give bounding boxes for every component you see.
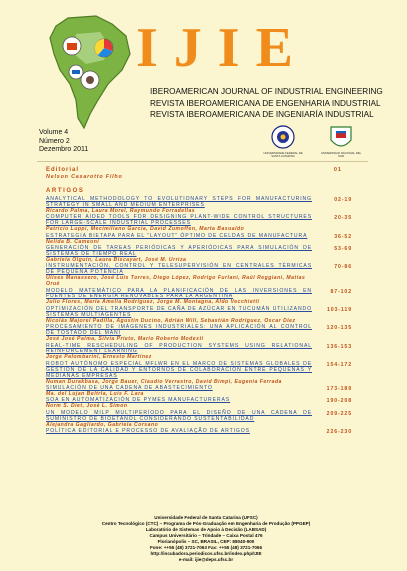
footer-line: Fone: ++55 (48) 3721-7063 Fax: ++55 (48) 3721-7066	[149, 545, 263, 550]
article-page-range: 70-86	[334, 264, 352, 271]
article-authors: Norm S. Diet, José L. Simon	[46, 403, 128, 410]
article-entry	[46, 234, 356, 246]
article-page-range: 190-208	[326, 398, 352, 405]
number-label: Número 2	[39, 137, 70, 145]
journal-title-block	[150, 86, 400, 121]
journal-title-pt: REVISTA IBEROAMERICANA DE ENGENHARIA INDUSTRIAL	[150, 98, 381, 108]
footer-email[interactable]: e-mail: ijie@deps.ufsc.br	[178, 557, 234, 562]
article-authors: Ricardo Palma, Laura Morel, Raymundo Forradellas	[46, 207, 196, 214]
article-page-range: 36-52	[334, 233, 352, 240]
article-title-link[interactable]: ROBOT AUTÓNOMO ESPECIAL MFLWR EN EL MARCO DE SISTEMAS GLOBALES DE GESTIÓN DE LA CALIDAD Y ENTORNOS DE COLABORACIÓN ENTRE PEQUEÑAS Y MEDIANAS EMPRESAS	[46, 360, 312, 379]
south-america-map-logo	[46, 14, 132, 130]
editorial-page: 01	[333, 167, 342, 173]
article-authors: José José Palma, Silvia Prieto, Mario Roberto Modesti	[46, 336, 204, 342]
article-entry	[46, 197, 356, 215]
article-entry	[46, 398, 356, 410]
article-page-range: 103-119	[326, 306, 352, 313]
article-authors: Numan Durakbasa, Jorge Bauer, Claudio Verrastro, David Bimpi, Eugenia Ferrada	[46, 378, 282, 385]
volume-label: Volume 4	[39, 129, 69, 136]
article-title-link[interactable]: SOA EN AUTOMATIZACIÓN DE PYMES MANUFACTURERAS	[46, 397, 231, 404]
article-authors: Patricio Luppi, Mecimiliano Garcia, David Zumoffen, Marta Basualdo	[46, 226, 245, 233]
article-page-range: 136-153	[326, 343, 352, 350]
article-page-range: 226-230	[326, 429, 352, 436]
article-title-link[interactable]: ESTRATEGIA BIETAPA PARA EL "LAYOUT" ÓPTIMO DE CELDAS DE MANUFACTURA	[46, 232, 308, 239]
article-page-range: 120-135	[326, 325, 352, 332]
article-authors: Gabriela Olguín, Laura Biscayart, José M. Urriza	[46, 256, 187, 263]
article-entry	[46, 289, 356, 307]
journal-title-es: REVISTA IBEROAMERICANA DE INGENIARÍA INDUSTRIAL	[150, 110, 374, 119]
article-page-range: 173-189	[326, 386, 352, 393]
editorial-author: Nelson Casarotto Filho	[46, 174, 123, 180]
article-authors: Julio Flores, María Amelia Rodríguez, Jorge M. Montagna, Aldo Vecchietti	[46, 299, 260, 306]
article-title-link[interactable]: OPTIMIZACIÓN DEL TRANSPORTE DE CAÑA DE AZÚCAR EN TUCUMÁN UTILIZANDO SISTEMAS MULTIAGENTES	[46, 305, 312, 318]
article-title-link[interactable]: INSTRUMENTACIÓN, CONTROL Y TELESUPERVISIÓN EN CENTRALES TÉRMICAS DE PEQUEÑA POTENCIA	[46, 263, 312, 276]
article-authors: Jorge Palombarini, Ernesto Martínez	[46, 354, 152, 361]
footer-line: Laboratório de Sistemas de Apoio à Decisão (LABSAD)	[145, 527, 267, 532]
article-authors: Ulises Manassero, José Luis Torres, Diego López, Rodrigo Furlani, Raúl Reggiani, Matías Orué	[46, 275, 306, 288]
footer-line: Centro Tecnológico (CTC) – Programa de Pós-Graduação em Engenharia de Produção (PPGEP)	[101, 521, 311, 526]
article-entry	[46, 325, 356, 343]
editorial-title: Editorial	[46, 167, 80, 173]
journal-title-en: IBEROAMERICAN JOURNAL OF INDUSTRIAL ENGINEERING	[150, 87, 383, 96]
uns-seal-caption: UNIVERSIDAD NACIONAL DEL SUR	[320, 151, 362, 158]
article-page-range: 209-225	[326, 410, 352, 417]
article-title-link[interactable]: UN MODELO MILP MULTIPERÍODO PARA EL DISEÑO DE UNA CADENA DE SUMINISTRO DE BIOETANOL CONSIDERANDO SUSTENTABILIDAD	[46, 409, 312, 422]
article-authors: Nelida B. Cameoni	[46, 238, 100, 245]
article-page-range: 87-102	[330, 288, 352, 295]
editorial-entry[interactable]	[46, 167, 356, 187]
publisher-footer	[96, 515, 316, 563]
article-title-link[interactable]: PROCESAMIENTO DE IMÁGENES INDUSTRIALES: UNA APLICACIÓN AL CONTROL DE TOSTADO DEL MANÍ	[46, 324, 312, 337]
issue-info	[39, 129, 88, 155]
footer-line: Campus Universitário – Trindade – Caixa Postal 476	[149, 533, 263, 538]
article-title-link[interactable]: POLÍTICA EDITORIAL E PROCESSO DE AVALIAÇÃO DE ARTIGOS	[46, 428, 250, 435]
article-entry	[46, 429, 356, 435]
article-page-range: 53-69	[334, 246, 352, 253]
article-authors: Alejandra Gagliardo, Gabriela Corsano	[46, 421, 159, 428]
article-authors: Nicolás Majorel Padilla, Agustín Ducino, Adrián Will, Sebastián Rodríguez, Oscar Diez	[46, 317, 296, 324]
uns-seal-icon	[328, 124, 354, 154]
journal-logotype: IJIE	[136, 17, 309, 79]
article-title-link[interactable]: GENERACIÓN DE TAREAS PERIÓDICAS Y APERIÓDICAS PARA SIMULACIÓN DE SISTEMAS DE TIEMPO REAL	[46, 245, 312, 257]
ufsc-seal-icon	[270, 124, 296, 154]
article-entry	[46, 215, 356, 233]
article-title-link[interactable]: REAL-TIME RESCHEDULING OF PRODUCTION SYSTEMS USING RELATIONAL REINFORCEMENT LEARNING	[46, 342, 312, 355]
article-title-link[interactable]: ANALYTICAL METHODOLOGY TO EVOLUTIONARY STEPS FOR MANUFACTURING STRATEGY IN SMALL AND MEDIUM ENTERPRISES	[46, 196, 312, 208]
article-entry	[46, 246, 356, 264]
article-authors: Ma. del Lujan Beltrla, Luis F. Lara	[46, 390, 144, 397]
table-of-contents	[46, 167, 356, 436]
article-page-range: 02-19	[334, 197, 352, 203]
footer-link[interactable]: http://incubadora.periodicos.ufsc.br/index.php/IJIE	[150, 551, 262, 556]
article-page-range: 20-35	[334, 215, 352, 222]
footer-line: Florianópolis – SC, BRASIL, CEP: 88040-900	[157, 539, 255, 544]
article-entry	[46, 411, 356, 429]
article-entry	[46, 307, 356, 325]
article-page-range: 154-172	[326, 361, 352, 368]
article-list	[46, 197, 356, 435]
article-title-link[interactable]: COMPUTER AIDED TOOLS FOR DESIGNING PLANT-WIDE CONTROL STRUCTURES FOR LARGE-SCALE INDUSTRIAL PROCESSES	[46, 214, 312, 227]
article-entry	[46, 264, 356, 288]
article-title-link[interactable]: SIMULACIÓN DE UNA CADENA DE ABASTECIMIENTO	[46, 385, 213, 392]
section-heading: ARTIGOS	[46, 188, 85, 194]
header-divider	[37, 161, 368, 162]
date-label: Dezembro 2011	[39, 146, 89, 153]
ufsc-seal-caption: UNIVERSIDADE FEDERAL DE SANTA CATARINA	[263, 151, 303, 158]
article-entry	[46, 344, 356, 362]
article-title-link[interactable]: MODELO MATEMÁTICO PARA LA PLANIFICACIÓN DE LAS INVERSIONES EN FUENTES DE ENERGÍA RENOVABLES PARA LA ARGENTINA	[46, 287, 312, 300]
article-entry	[46, 362, 356, 386]
footer-line: Universidade Federal de Santa Catarina (UFSC)	[154, 515, 258, 520]
